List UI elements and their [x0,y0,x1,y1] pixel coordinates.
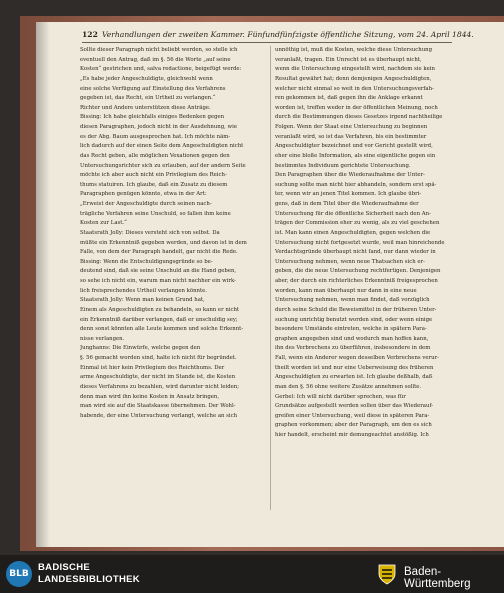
left-column-line: Bissing: Ich habe gleichfalls einiges Bedenken gegen [80,114,225,121]
left-column-line: dieses Verfahrens zu bezahlen, wird darunter nicht leiden; [80,383,240,390]
left-column-line: so sehe ich nicht ein, warum man nicht nachher ein wirk- [80,278,236,284]
left-column-line: habende, der eine Untersuchung verlangt, welche an sich [80,412,238,419]
right-column-line: suchung sollte man nicht hier abhandeln, sondern erst spä- [275,181,437,188]
footer-bar [0,555,504,593]
left-column-line: ein Erkenntniß darüber verlangen, daß er unschuldig sey; [80,316,238,323]
right-column-line: ter, wenn wir an jenen Titel kommen. Ich glaube übri- [275,191,422,198]
right-column-line: Resultat gewährt hat; denn demjenigen Angeschuldigten, [275,75,432,82]
right-column-line: gens, daß in dem Titel über die Wiederaufnahme der [275,201,419,207]
left-column-line: „Es habe jeder Angeschuldigte, gleichwohl wenn [80,75,213,82]
state-name[interactable]: Baden-Württemberg [404,566,471,590]
left-column-line: „Erweist der Angeschuldigte durch seinen nach- [80,201,212,207]
left-column-line: §. 56 gemacht worden sind, halte ich nicht für begründet. [80,355,237,361]
left-column-line: Einem als Angeschuldigten zu behandeln, so kann er nicht [80,306,240,313]
right-column-line: bestimmtes Individuum gerichtete Untersuchung. [275,162,411,169]
right-column-line: Angeschuldigten zu erwarten ist. Ich glaube deßhalb, daß [275,374,433,381]
right-column-line: eher eine bloße Information, als eine eigentliche gegen ein [275,152,436,159]
left-column-line: Staatsrath Jolly: Dieses versteht sich von selbst. Da [80,229,220,236]
right-column-line: Untersuchung für die öffentliche Sicherheit nach den An- [275,210,431,217]
left-column-line: arme Angeschuldigte, der nicht im Stande ist, die Kosten [80,374,236,381]
right-column-line: Grundsätze aufgestellt werden sollen über das Wiederauf- [275,403,434,410]
right-column-line: Untersuchung nicht fortgesetzt wurde, weil man hinreichende [275,239,445,246]
right-column-line: theilt worden ist und nur eine Ueberweisung des früheren [275,364,434,371]
right-column-line: veranlaßt, tragen. Ein Unrecht ist es überhaupt nicht, [275,56,422,63]
left-column-line: das Recht geben, alle möglichen Vexationen gegen den [80,152,230,159]
right-column-line: trägen der Commission eher zu wenig, als zu viel geschehen [275,220,440,227]
right-column-line: greifen einer Untersuchung, weil diese in späteren Para- [275,412,430,419]
left-column-line: Kosten“ gestrichen und, salva redactione, beigefügt werde: [80,66,242,73]
right-column-line: Folgen. Wenn der Staat eine Untersuchung zu beginnen [275,124,428,130]
library-name-line1: BADISCHE [38,562,91,573]
right-column-line: Gerbel: Ich will nicht darüber sprechen, was für [275,393,406,400]
right-column-line: graphen angegeben sind und wodurch man hoffen kann, [275,335,429,342]
column-divider [270,46,271,510]
right-column-line: suchung unrichtig benutzt worden sind, oder wenn einige [275,316,433,323]
baden-wuerttemberg-coat-of-arms-icon[interactable] [376,563,398,585]
blb-logo-icon[interactable]: BLB [6,561,32,587]
left-column-line: lich dadurch auf der einen Seite dem Angeschuldigten nicht [80,143,244,150]
right-column-line: durch seine Schuld die Beweismittel in der früheren Unter- [275,306,437,313]
left-text-column [80,46,264,421]
right-column-line: ren gekommen ist, daß gegen ihn die Anklage erkannt [275,95,423,102]
right-text-column [275,46,459,441]
left-column-line: Richter und Andere unterstützen diese Anträge. [80,104,211,111]
right-column-line: welcher nicht einmal so weit in den Untersuchungsverfah- [275,85,434,92]
left-column-line: eine solche Verfügung auf Einstellung des Verfahrens [80,85,226,92]
right-column-line: ihn des Verbrechens zu überführen, insbesondere in dem [275,345,431,352]
gutter-shadow [36,22,50,547]
left-column-line: trägliche Verfahren seine Unschuld, so fallen ihm keine [80,210,231,217]
right-column-line: wenn die Untersuchung eingestellt wird, nachdem sie kein [275,66,435,73]
left-column-line: deutend sind, daß sie seine Unschuld an die Hand geben, [80,268,237,275]
left-column-line: es der Abg. Baum ausgesprochen hat. Ich möchte näm- [80,133,231,140]
left-column-line: lich freisprechendes Urtheil verlangen könnte. [80,287,207,294]
left-column-line: möchte ich aber auch nicht ein Privilegium des Reich- [80,172,227,179]
left-column-line: Untersuchungsrichter sich zu erlauben, auf der andern Seite [80,162,246,169]
left-column-line: gegeben ist, das Recht, ein Urtheil zu verlangen.“ [80,95,216,102]
left-column-line: man wird sie auf die Staatskasse übernehmen. Der Wohl- [80,403,236,410]
right-column-line: worden ist, treffen weder in der öffentlichen Meinung, noch [275,104,438,111]
page-number: 122 [82,30,98,39]
left-column-line: Staatsrath Jolly: Wenn man keinen Grund hat, [80,297,205,304]
right-column-line: worden, kann man überhaupt nur dann in eine neue [275,287,417,294]
right-column-line: unnöthig ist, muß die Kosten, welche diese Untersuchung [275,47,433,53]
right-column-line: Fall, wenn ein Anderer wegen desselben Verbrechens verur- [275,355,439,361]
header-rule [82,42,452,43]
left-column-line: Paragraphen genügen könnte, etwa in der Art: [80,191,207,198]
right-column-line: Untersuchung nehmen, wenn neue Thatsachen sich er- [275,258,425,265]
right-column-line: Untersuchung nehmen, wenn man findet, daß vorzüglich [275,297,430,304]
left-column-line: Falle, von dem der Paragraph handelt, gar nicht die Rede. [80,249,238,256]
right-column-line: man den §. 56 ohne weitere Zusätze annehmen sollte. [275,383,422,390]
left-column-line: eventuell den Antrag, daß im §. 56 die Worte „auf seine [80,56,231,63]
left-column-line: Einmal ist hier kein Privilegium des Reichthums. Der [80,364,225,371]
right-column-line: aber, der durch ein richterliches Erkenntniß freigesprochen [275,278,438,284]
left-column-line: denn man wird ihn keine Kosten in Ansatz bringen, [80,393,220,400]
left-column-line: Kosten zur Last.“ [80,220,127,227]
right-column-line: besondere Umstände eintreten, welche in spätern Para- [275,326,427,333]
right-column-line: Angeschuldigter bezeichnet und vor Gericht gestellt wird, [275,143,433,150]
library-name-line2: LANDESBIBLIOTHEK [38,574,140,585]
right-column-line: graphen vorkommen; aber der Paragraph, um den es sich [275,422,432,429]
left-column-line: diesen Paragraphen, jedoch nicht in der Ausdehnung, wie [80,124,238,130]
right-column-line: ist. Man kann einen Angeschuldigten, gegen welchen die [275,229,431,236]
left-column-line: Junghanns: Die Einwürfe, welche gegen den [80,345,201,352]
running-title: Verhandlungen der zweiten Kammer. Fünfundfünfzigste öffentliche Sitzung, vom 24. April 1844. [102,30,474,39]
running-header [82,30,474,42]
left-column-line: nisse verlangen. [80,335,125,342]
right-column-line: Verdachtsgründe überhaupt nicht fand, nur dann wieder in [275,249,436,256]
right-column-line: geben, die die neue Untersuchung rechtfertigen. Denjenigen [275,268,441,275]
library-name[interactable] [38,562,140,586]
right-column-line: durch die Bestimmungen dieses Gesetzes irgend nachtheilige [275,114,443,121]
left-column-line: thums statuiren. Ich glaube, daß ein Zusatz zu diesem [80,181,228,188]
left-column-line: Sollte dieser Paragraph nicht beliebt werden, so stelle ich [80,47,238,53]
right-column-line: veranlaßt wird, so ist das Verfahren, bis ein bestimmter [275,133,427,140]
right-column-line: hier handelt, erscheint mir demungeachtet anstößig. Ich [275,432,429,438]
left-column-line: denn sonst könnten alle Leute kommen und solche Erkennt- [80,326,244,333]
left-column-line: müßte ein Erkenntniß gegeben werden, und davon ist in dem [80,239,247,246]
left-column-line: Bissing: Wenn die Entschuldigungsgründe so be- [80,258,213,265]
right-column-line: Den Paragraphen über die Wiederaufnahme der Unter- [275,172,425,179]
